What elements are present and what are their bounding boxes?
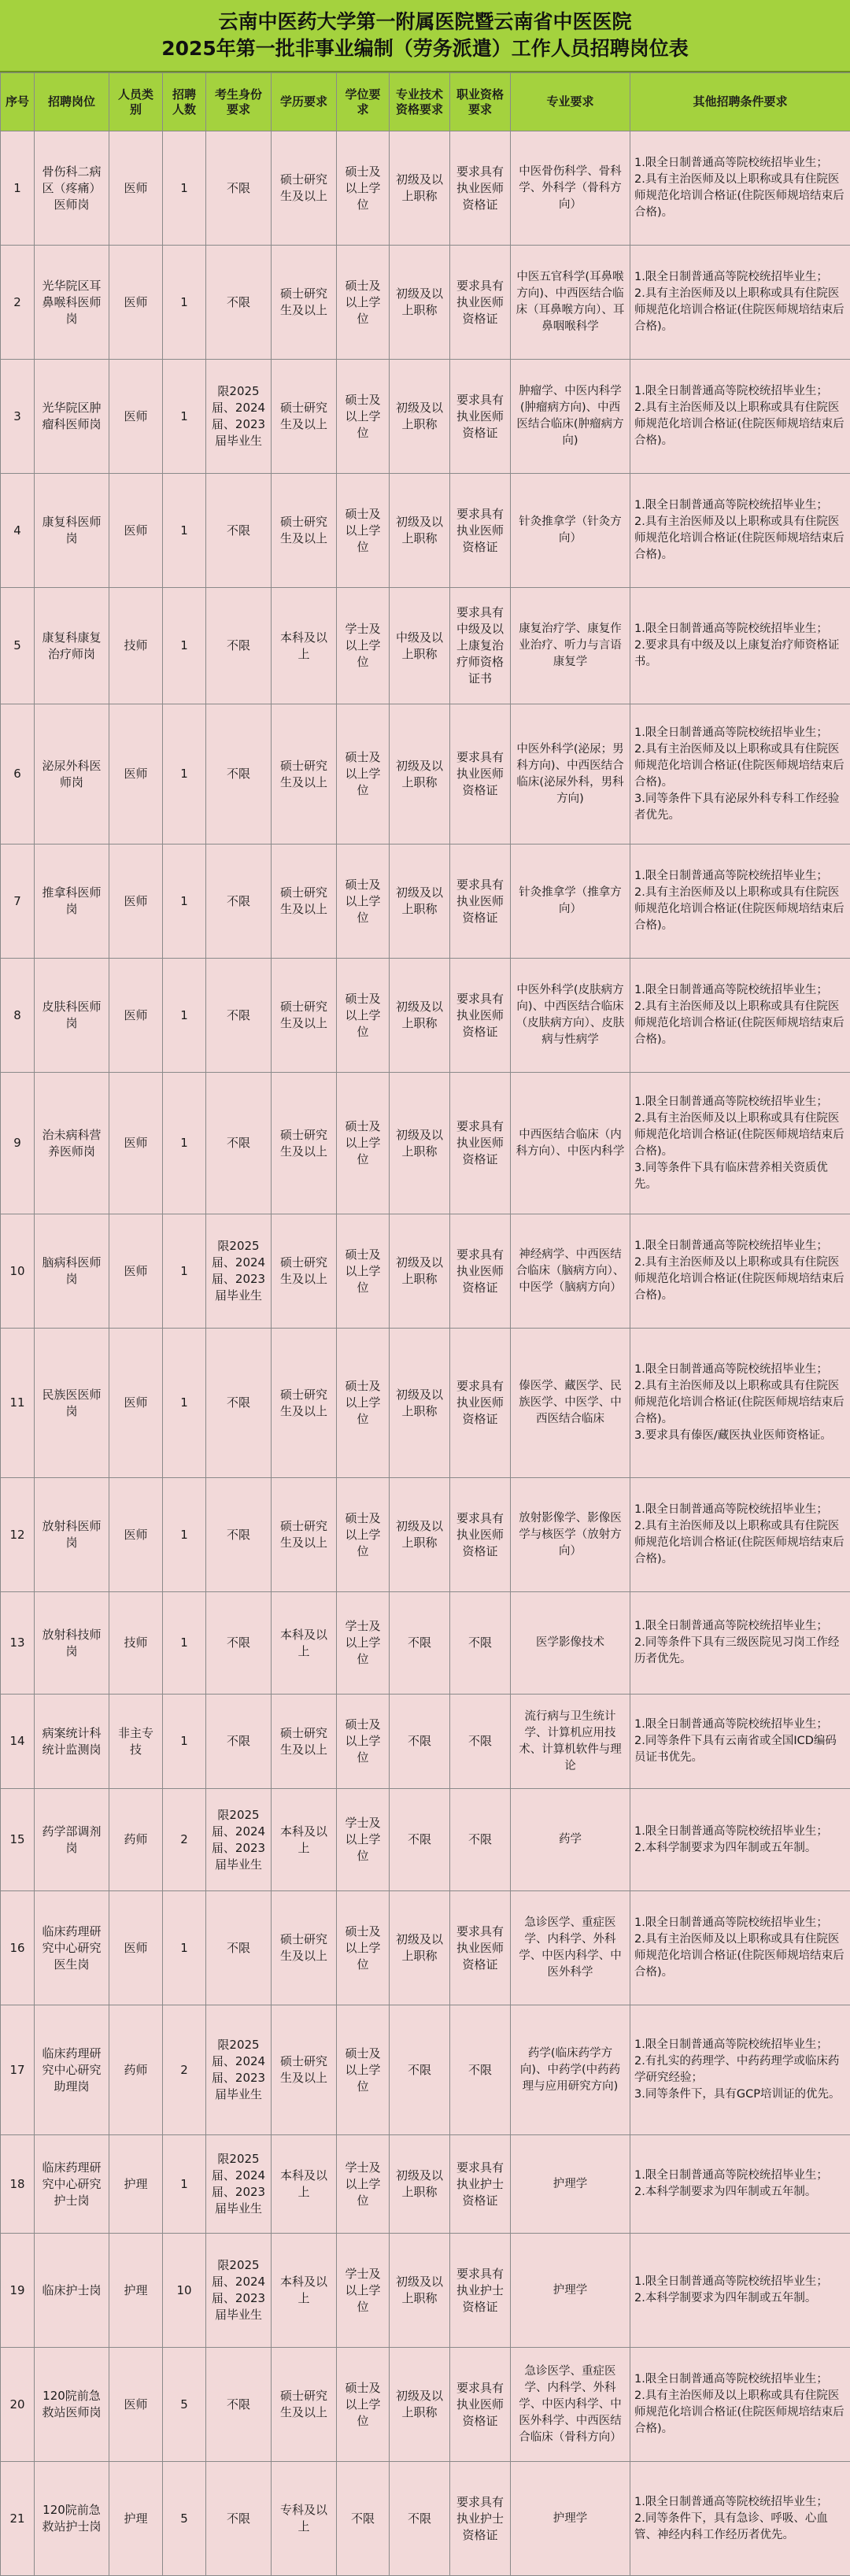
cell-education: 硕士研究生及以上 (272, 1478, 337, 1592)
cell-qualification: 要求具有执业医师资格证 (450, 959, 511, 1073)
cell-degree: 硕士及以上学位 (337, 844, 390, 959)
cell-title-req: 初级及以上职称 (390, 1073, 450, 1214)
cell-degree: 硕士及以上学位 (337, 959, 390, 1073)
cell-no: 2 (1, 246, 35, 360)
header-education: 学历要求 (272, 73, 337, 131)
cell-identity: 不限 (206, 588, 272, 704)
cell-post: 治未病科营养医师岗 (35, 1073, 109, 1214)
header-row (1, 73, 850, 131)
cell-qualification: 要求具有执业医师资格证 (450, 844, 511, 959)
cell-identity: 不限 (206, 1073, 272, 1214)
cell-identity: 不限 (206, 1695, 272, 1789)
table-row (1, 246, 850, 360)
cell-no: 18 (1, 2135, 35, 2234)
cell-qualification: 要求具有执业医师资格证 (450, 704, 511, 844)
cell-degree: 学士及以上学位 (337, 1789, 390, 1891)
cell-no: 3 (1, 360, 35, 474)
cell-no: 10 (1, 1214, 35, 1329)
cell-education: 硕士研究生及以上 (272, 1329, 337, 1478)
cell-no: 20 (1, 2348, 35, 2462)
cell-post: 放射科技师岗 (35, 1592, 109, 1695)
cell-qualification: 要求具有执业医师资格证 (450, 1478, 511, 1592)
cell-title-req: 初级及以上职称 (390, 246, 450, 360)
cell-category: 医师 (109, 131, 163, 246)
cell-education: 硕士研究生及以上 (272, 246, 337, 360)
cell-count: 1 (163, 1214, 206, 1329)
cell-other: 1.限全日制普通高等院校统招毕业生； 2.有扎实的药理学、中药药理学或临床药学研究经验； 3.同等条件下，具有GCP培训证的优先。 (630, 2005, 850, 2135)
cell-identity: 限2025届、2024届、2023届毕业生 (206, 2005, 272, 2135)
header-no: 序号 (1, 73, 35, 131)
cell-degree: 硕士及以上学位 (337, 1891, 390, 2005)
cell-degree: 硕士及以上学位 (337, 1073, 390, 1214)
cell-degree: 硕士及以上学位 (337, 2005, 390, 2135)
cell-no: 6 (1, 704, 35, 844)
cell-no: 11 (1, 1329, 35, 1478)
header-post: 招聘岗位 (35, 73, 109, 131)
cell-count: 1 (163, 246, 206, 360)
cell-identity: 不限 (206, 131, 272, 246)
cell-category: 技师 (109, 588, 163, 704)
cell-post: 康复科康复治疗师岗 (35, 588, 109, 704)
cell-no: 15 (1, 1789, 35, 1891)
cell-title-req: 初级及以上职称 (390, 131, 450, 246)
cell-qualification: 要求具有中级及以上康复治疗师资格证书 (450, 588, 511, 704)
table-row (1, 474, 850, 588)
cell-category: 技师 (109, 1592, 163, 1695)
title-line-1: 云南中医药大学第一附属医院暨云南省中医医院 (218, 9, 631, 35)
cell-count: 1 (163, 844, 206, 959)
cell-no: 21 (1, 2462, 35, 2576)
cell-qualification: 要求具有执业医师资格证 (450, 246, 511, 360)
cell-qualification: 要求具有执业医师资格证 (450, 1214, 511, 1329)
header-identity: 考生身份要求 (206, 73, 272, 131)
cell-education: 硕士研究生及以上 (272, 1073, 337, 1214)
cell-degree: 硕士及以上学位 (337, 1695, 390, 1789)
cell-degree: 学士及以上学位 (337, 2234, 390, 2348)
cell-title-req: 初级及以上职称 (390, 1214, 450, 1329)
cell-qualification: 要求具有执业医师资格证 (450, 360, 511, 474)
cell-count: 5 (163, 2348, 206, 2462)
cell-identity: 不限 (206, 844, 272, 959)
cell-count: 1 (163, 588, 206, 704)
table-row (1, 2462, 850, 2576)
cell-qualification: 要求具有执业护士资格证 (450, 2135, 511, 2234)
cell-no: 8 (1, 959, 35, 1073)
cell-major: 药学 (511, 1789, 630, 1891)
cell-degree: 硕士及以上学位 (337, 360, 390, 474)
table-row (1, 2234, 850, 2348)
cell-education: 硕士研究生及以上 (272, 474, 337, 588)
cell-major: 中医外科学(泌尿；男科方向)、中西医结合临床(泌尿外科，男科方向) (511, 704, 630, 844)
cell-education: 本科及以上 (272, 588, 337, 704)
cell-count: 1 (163, 360, 206, 474)
cell-education: 专科及以上 (272, 2462, 337, 2576)
cell-qualification: 要求具有执业医师资格证 (450, 1329, 511, 1478)
cell-qualification: 不限 (450, 1695, 511, 1789)
cell-major: 急诊医学、重症医学、内科学、外科学、中医内科学、中医外科学、中西医结合临床（骨科方向） (511, 2348, 630, 2462)
cell-education: 本科及以上 (272, 2234, 337, 2348)
cell-degree: 学士及以上学位 (337, 2135, 390, 2234)
cell-title-req: 不限 (390, 2462, 450, 2576)
cell-title-req: 初级及以上职称 (390, 2135, 450, 2234)
cell-identity: 不限 (206, 1592, 272, 1695)
cell-degree: 不限 (337, 2462, 390, 2576)
cell-post: 光华院区耳鼻喉科医师岗 (35, 246, 109, 360)
cell-degree: 硕士及以上学位 (337, 2348, 390, 2462)
cell-category: 医师 (109, 1891, 163, 2005)
cell-title-req: 初级及以上职称 (390, 2348, 450, 2462)
cell-major: 中医五官科学(耳鼻喉方向)、中西医结合临床（耳鼻喉方向）、耳鼻咽喉科学 (511, 246, 630, 360)
cell-category: 护理 (109, 2462, 163, 2576)
cell-major: 中医外科学(皮肤病方向)、中西医结合临床（皮肤病方向）、皮肤病与性病学 (511, 959, 630, 1073)
cell-category: 药师 (109, 1789, 163, 1891)
table-row (1, 959, 850, 1073)
cell-major: 护理学 (511, 2462, 630, 2576)
cell-major: 急诊医学、重症医学、内科学、外科学、中医内科学、中医外科学 (511, 1891, 630, 2005)
cell-degree: 硕士及以上学位 (337, 1214, 390, 1329)
cell-post: 临床护士岗 (35, 2234, 109, 2348)
cell-title-req: 初级及以上职称 (390, 1891, 450, 2005)
cell-major: 护理学 (511, 2234, 630, 2348)
cell-count: 1 (163, 131, 206, 246)
cell-education: 本科及以上 (272, 1789, 337, 1891)
cell-qualification: 不限 (450, 1592, 511, 1695)
cell-post: 临床药理研究中心研究护士岗 (35, 2135, 109, 2234)
cell-degree: 硕士及以上学位 (337, 246, 390, 360)
cell-title-req: 不限 (390, 1695, 450, 1789)
cell-other: 1.限全日制普通高等院校统招毕业生； 2.具有主治医师及以上职称或具有住院医师规范化培训合格证(住院医师规培结束后合格)。 3.要求具有傣医/藏医执业医师资格证。 (630, 1329, 850, 1478)
cell-major: 医学影像技术 (511, 1592, 630, 1695)
cell-degree: 硕士及以上学位 (337, 1478, 390, 1592)
cell-count: 1 (163, 2135, 206, 2234)
header-qualification: 职业资格要求 (450, 73, 511, 131)
header-major: 专业要求 (511, 73, 630, 131)
cell-major: 中医骨伤科学、骨科学、外科学（骨科方向） (511, 131, 630, 246)
cell-degree: 硕士及以上学位 (337, 704, 390, 844)
header-title-req: 专业技术资格要求 (390, 73, 450, 131)
cell-education: 本科及以上 (272, 2135, 337, 2234)
cell-post: 120院前急救站护士岗 (35, 2462, 109, 2576)
cell-identity: 不限 (206, 959, 272, 1073)
cell-category: 医师 (109, 959, 163, 1073)
cell-category: 医师 (109, 360, 163, 474)
cell-qualification: 要求具有执业医师资格证 (450, 2348, 511, 2462)
cell-no: 14 (1, 1695, 35, 1789)
cell-count: 1 (163, 1695, 206, 1789)
cell-no: 1 (1, 131, 35, 246)
cell-category: 医师 (109, 844, 163, 959)
table-row (1, 1073, 850, 1214)
cell-qualification: 要求具有执业医师资格证 (450, 474, 511, 588)
cell-category: 医师 (109, 2348, 163, 2462)
cell-identity: 限2025届、2024届、2023届毕业生 (206, 2135, 272, 2234)
cell-qualification: 要求具有执业护士资格证 (450, 2234, 511, 2348)
table-row (1, 1592, 850, 1695)
cell-identity: 不限 (206, 2462, 272, 2576)
cell-post: 骨伤科二病区（疼痛）医师岗 (35, 131, 109, 246)
header-category: 人员类别 (109, 73, 163, 131)
cell-education: 硕士研究生及以上 (272, 704, 337, 844)
table-row (1, 1478, 850, 1592)
cell-title-req: 初级及以上职称 (390, 360, 450, 474)
cell-identity: 限2025届、2024届、2023届毕业生 (206, 1214, 272, 1329)
cell-title-req: 不限 (390, 2005, 450, 2135)
cell-identity: 不限 (206, 2348, 272, 2462)
cell-post: 推拿科医师岗 (35, 844, 109, 959)
cell-category: 医师 (109, 1478, 163, 1592)
cell-identity: 限2025届、2024届、2023届毕业生 (206, 360, 272, 474)
table-row (1, 360, 850, 474)
table-row (1, 2348, 850, 2462)
cell-education: 硕士研究生及以上 (272, 2348, 337, 2462)
header-count: 招聘人数 (163, 73, 206, 131)
cell-category: 非主专技 (109, 1695, 163, 1789)
table-row (1, 704, 850, 844)
table-body (1, 131, 850, 2576)
cell-qualification: 不限 (450, 2005, 511, 2135)
cell-post: 临床药理研究中心研究助理岗 (35, 2005, 109, 2135)
cell-other: 1.限全日制普通高等院校统招毕业生； 2.具有主治医师及以上职称或具有住院医师规范化培训合格证(住院医师规培结束后合格)。 (630, 2348, 850, 2462)
cell-post: 放射科医师岗 (35, 1478, 109, 1592)
cell-no: 19 (1, 2234, 35, 2348)
header-other: 其他招聘条件要求 (630, 73, 850, 131)
cell-category: 医师 (109, 1073, 163, 1214)
cell-education: 硕士研究生及以上 (272, 1695, 337, 1789)
cell-major: 神经病学、中西医结合临床（脑病方向）、中医学（脑病方向） (511, 1214, 630, 1329)
table-row (1, 1329, 850, 1478)
cell-major: 肿瘤学、中医内科学(肿瘤病方向)、中西医结合临床(肿瘤病方向) (511, 360, 630, 474)
recruitment-table (0, 72, 850, 2576)
cell-count: 1 (163, 1478, 206, 1592)
cell-degree: 硕士及以上学位 (337, 474, 390, 588)
cell-other: 1.限全日制普通高等院校统招毕业生； 2.同等条件下，具有急诊、呼吸、心血管、神经内科工作经历者优先。 (630, 2462, 850, 2576)
cell-title-req: 初级及以上职称 (390, 474, 450, 588)
cell-other: 1.限全日制普通高等院校统招毕业生； 2.本科学制要求为四年制或五年制。 (630, 2135, 850, 2234)
cell-post: 皮肤科医师岗 (35, 959, 109, 1073)
cell-major: 康复治疗学、康复作业治疗、听力与言语康复学 (511, 588, 630, 704)
cell-post: 120院前急救站医师岗 (35, 2348, 109, 2462)
cell-post: 脑病科医师岗 (35, 1214, 109, 1329)
cell-no: 16 (1, 1891, 35, 2005)
table-row (1, 844, 850, 959)
cell-category: 医师 (109, 1214, 163, 1329)
cell-major: 傣医学、藏医学、民族医学、中医学、中西医结合临床 (511, 1329, 630, 1478)
cell-count: 1 (163, 1592, 206, 1695)
cell-no: 17 (1, 2005, 35, 2135)
cell-category: 医师 (109, 246, 163, 360)
cell-title-req: 不限 (390, 1789, 450, 1891)
cell-category: 药师 (109, 2005, 163, 2135)
cell-identity: 不限 (206, 704, 272, 844)
cell-count: 10 (163, 2234, 206, 2348)
cell-identity: 不限 (206, 1478, 272, 1592)
cell-other: 1.限全日制普通高等院校统招毕业生； 2.具有主治医师及以上职称或具有住院医师规范化培训合格证(住院医师规培结束后合格)。 3.同等条件下具有临床营养相关资质优先。 (630, 1073, 850, 1214)
cell-title-req: 初级及以上职称 (390, 2234, 450, 2348)
cell-qualification: 要求具有执业医师资格证 (450, 1891, 511, 2005)
cell-other: 1.限全日制普通高等院校统招毕业生； 2.本科学制要求为四年制或五年制。 (630, 2234, 850, 2348)
cell-post: 光华院区肿瘤科医师岗 (35, 360, 109, 474)
cell-education: 硕士研究生及以上 (272, 2005, 337, 2135)
cell-title-req: 不限 (390, 1592, 450, 1695)
cell-other: 1.限全日制普通高等院校统招毕业生； 2.本科学制要求为四年制或五年制。 (630, 1789, 850, 1891)
cell-count: 5 (163, 2462, 206, 2576)
cell-count: 1 (163, 1891, 206, 2005)
cell-degree: 学士及以上学位 (337, 588, 390, 704)
cell-count: 1 (163, 1073, 206, 1214)
cell-count: 2 (163, 1789, 206, 1891)
cell-education: 硕士研究生及以上 (272, 959, 337, 1073)
cell-other: 1.限全日制普通高等院校统招毕业生； 2.具有主治医师及以上职称或具有住院医师规范化培训合格证(住院医师规培结束后合格)。 (630, 131, 850, 246)
cell-major: 流行病与卫生统计学、计算机应用技术、计算机软件与理论 (511, 1695, 630, 1789)
cell-identity: 限2025届、2024届、2023届毕业生 (206, 1789, 272, 1891)
cell-other: 1.限全日制普通高等院校统招毕业生； 2.具有主治医师及以上职称或具有住院医师规范化培训合格证(住院医师规培结束后合格)。 (630, 246, 850, 360)
cell-degree: 学士及以上学位 (337, 1592, 390, 1695)
table-row (1, 1695, 850, 1789)
cell-post: 临床药理研究中心研究医生岗 (35, 1891, 109, 2005)
cell-category: 护理 (109, 2234, 163, 2348)
cell-major: 针灸推拿学（针灸方向） (511, 474, 630, 588)
cell-identity: 限2025届、2024届、2023届毕业生 (206, 2234, 272, 2348)
cell-degree: 硕士及以上学位 (337, 1329, 390, 1478)
cell-education: 硕士研究生及以上 (272, 131, 337, 246)
cell-education: 硕士研究生及以上 (272, 844, 337, 959)
cell-title-req: 初级及以上职称 (390, 844, 450, 959)
table-row (1, 1214, 850, 1329)
cell-no: 12 (1, 1478, 35, 1592)
cell-education: 硕士研究生及以上 (272, 1214, 337, 1329)
cell-category: 护理 (109, 2135, 163, 2234)
cell-education: 硕士研究生及以上 (272, 360, 337, 474)
cell-no: 4 (1, 474, 35, 588)
cell-other: 1.限全日制普通高等院校统招毕业生； 2.同等条件下具有三级医院见习岗工作经历者优先。 (630, 1592, 850, 1695)
cell-qualification: 要求具有执业医师资格证 (450, 131, 511, 246)
cell-count: 1 (163, 959, 206, 1073)
cell-count: 1 (163, 474, 206, 588)
cell-qualification: 要求具有执业护士资格证 (450, 2462, 511, 2576)
table-row (1, 1789, 850, 1891)
cell-no: 9 (1, 1073, 35, 1214)
table-row (1, 588, 850, 704)
cell-major: 放射影像学、影像医学与核医学（放射方向） (511, 1478, 630, 1592)
cell-other: 1.限全日制普通高等院校统招毕业生； 2.具有主治医师及以上职称或具有住院医师规范化培训合格证(住院医师规培结束后合格)。 (630, 1891, 850, 2005)
cell-post: 病案统计科统计监测岗 (35, 1695, 109, 1789)
cell-title-req: 中级及以上职称 (390, 588, 450, 704)
cell-education: 本科及以上 (272, 1592, 337, 1695)
cell-other: 1.限全日制普通高等院校统招毕业生； 2.具有主治医师及以上职称或具有住院医师规范化培训合格证(住院医师规培结束后合格)。 (630, 1214, 850, 1329)
cell-major: 针灸推拿学（推拿方向） (511, 844, 630, 959)
title-line-2: 2025年第一批非事业编制（劳务派遣）工作人员招聘岗位表 (161, 35, 689, 62)
cell-other: 1.限全日制普通高等院校统招毕业生； 2.具有主治医师及以上职称或具有住院医师规范化培训合格证(住院医师规培结束后合格)。 3.同等条件下具有泌尿外科专科工作经验者优先。 (630, 704, 850, 844)
cell-identity: 不限 (206, 246, 272, 360)
cell-other: 1.限全日制普通高等院校统招毕业生； 2.具有主治医师及以上职称或具有住院医师规范化培训合格证(住院医师规培结束后合格)。 (630, 959, 850, 1073)
table-row (1, 1891, 850, 2005)
cell-no: 5 (1, 588, 35, 704)
table-row (1, 131, 850, 246)
cell-other: 1.限全日制普通高等院校统招毕业生； 2.具有主治医师及以上职称或具有住院医师规范化培训合格证(住院医师规培结束后合格)。 (630, 1478, 850, 1592)
cell-count: 1 (163, 704, 206, 844)
header-degree: 学位要求 (337, 73, 390, 131)
cell-category: 医师 (109, 474, 163, 588)
cell-education: 硕士研究生及以上 (272, 1891, 337, 2005)
cell-qualification: 不限 (450, 1789, 511, 1891)
cell-other: 1.限全日制普通高等院校统招毕业生； 2.具有主治医师及以上职称或具有住院医师规范化培训合格证(住院医师规培结束后合格)。 (630, 360, 850, 474)
cell-major: 护理学 (511, 2135, 630, 2234)
cell-qualification: 要求具有执业医师资格证 (450, 1073, 511, 1214)
cell-other: 1.限全日制普通高等院校统招毕业生； 2.具有主治医师及以上职称或具有住院医师规范化培训合格证(住院医师规培结束后合格)。 (630, 844, 850, 959)
cell-category: 医师 (109, 1329, 163, 1478)
cell-identity: 不限 (206, 1329, 272, 1478)
cell-title-req: 初级及以上职称 (390, 1329, 450, 1478)
table-row (1, 2005, 850, 2135)
cell-post: 泌尿外科医师岗 (35, 704, 109, 844)
cell-title-req: 初级及以上职称 (390, 704, 450, 844)
cell-major: 中西医结合临床（内科方向）、中医内科学 (511, 1073, 630, 1214)
cell-no: 7 (1, 844, 35, 959)
cell-other: 1.限全日制普通高等院校统招毕业生； 2.具有主治医师及以上职称或具有住院医师规范化培训合格证(住院医师规培结束后合格)。 (630, 474, 850, 588)
cell-identity: 不限 (206, 474, 272, 588)
cell-title-req: 初级及以上职称 (390, 959, 450, 1073)
cell-post: 药学部调剂岗 (35, 1789, 109, 1891)
cell-other: 1.限全日制普通高等院校统招毕业生； 2.要求具有中级及以上康复治疗师资格证书。 (630, 588, 850, 704)
cell-post: 民族医医师岗 (35, 1329, 109, 1478)
cell-major: 药学(临床药学方向)、中药学(中药药理与应用研究方向) (511, 2005, 630, 2135)
title-block (0, 0, 850, 72)
cell-count: 2 (163, 2005, 206, 2135)
table-row (1, 2135, 850, 2234)
cell-category: 医师 (109, 704, 163, 844)
cell-degree: 硕士及以上学位 (337, 131, 390, 246)
cell-other: 1.限全日制普通高等院校统招毕业生； 2.同等条件下具有云南省或全国ICD编码员证书优先。 (630, 1695, 850, 1789)
cell-no: 13 (1, 1592, 35, 1695)
cell-post: 康复科医师岗 (35, 474, 109, 588)
cell-identity: 不限 (206, 1891, 272, 2005)
cell-count: 1 (163, 1329, 206, 1478)
cell-title-req: 初级及以上职称 (390, 1478, 450, 1592)
